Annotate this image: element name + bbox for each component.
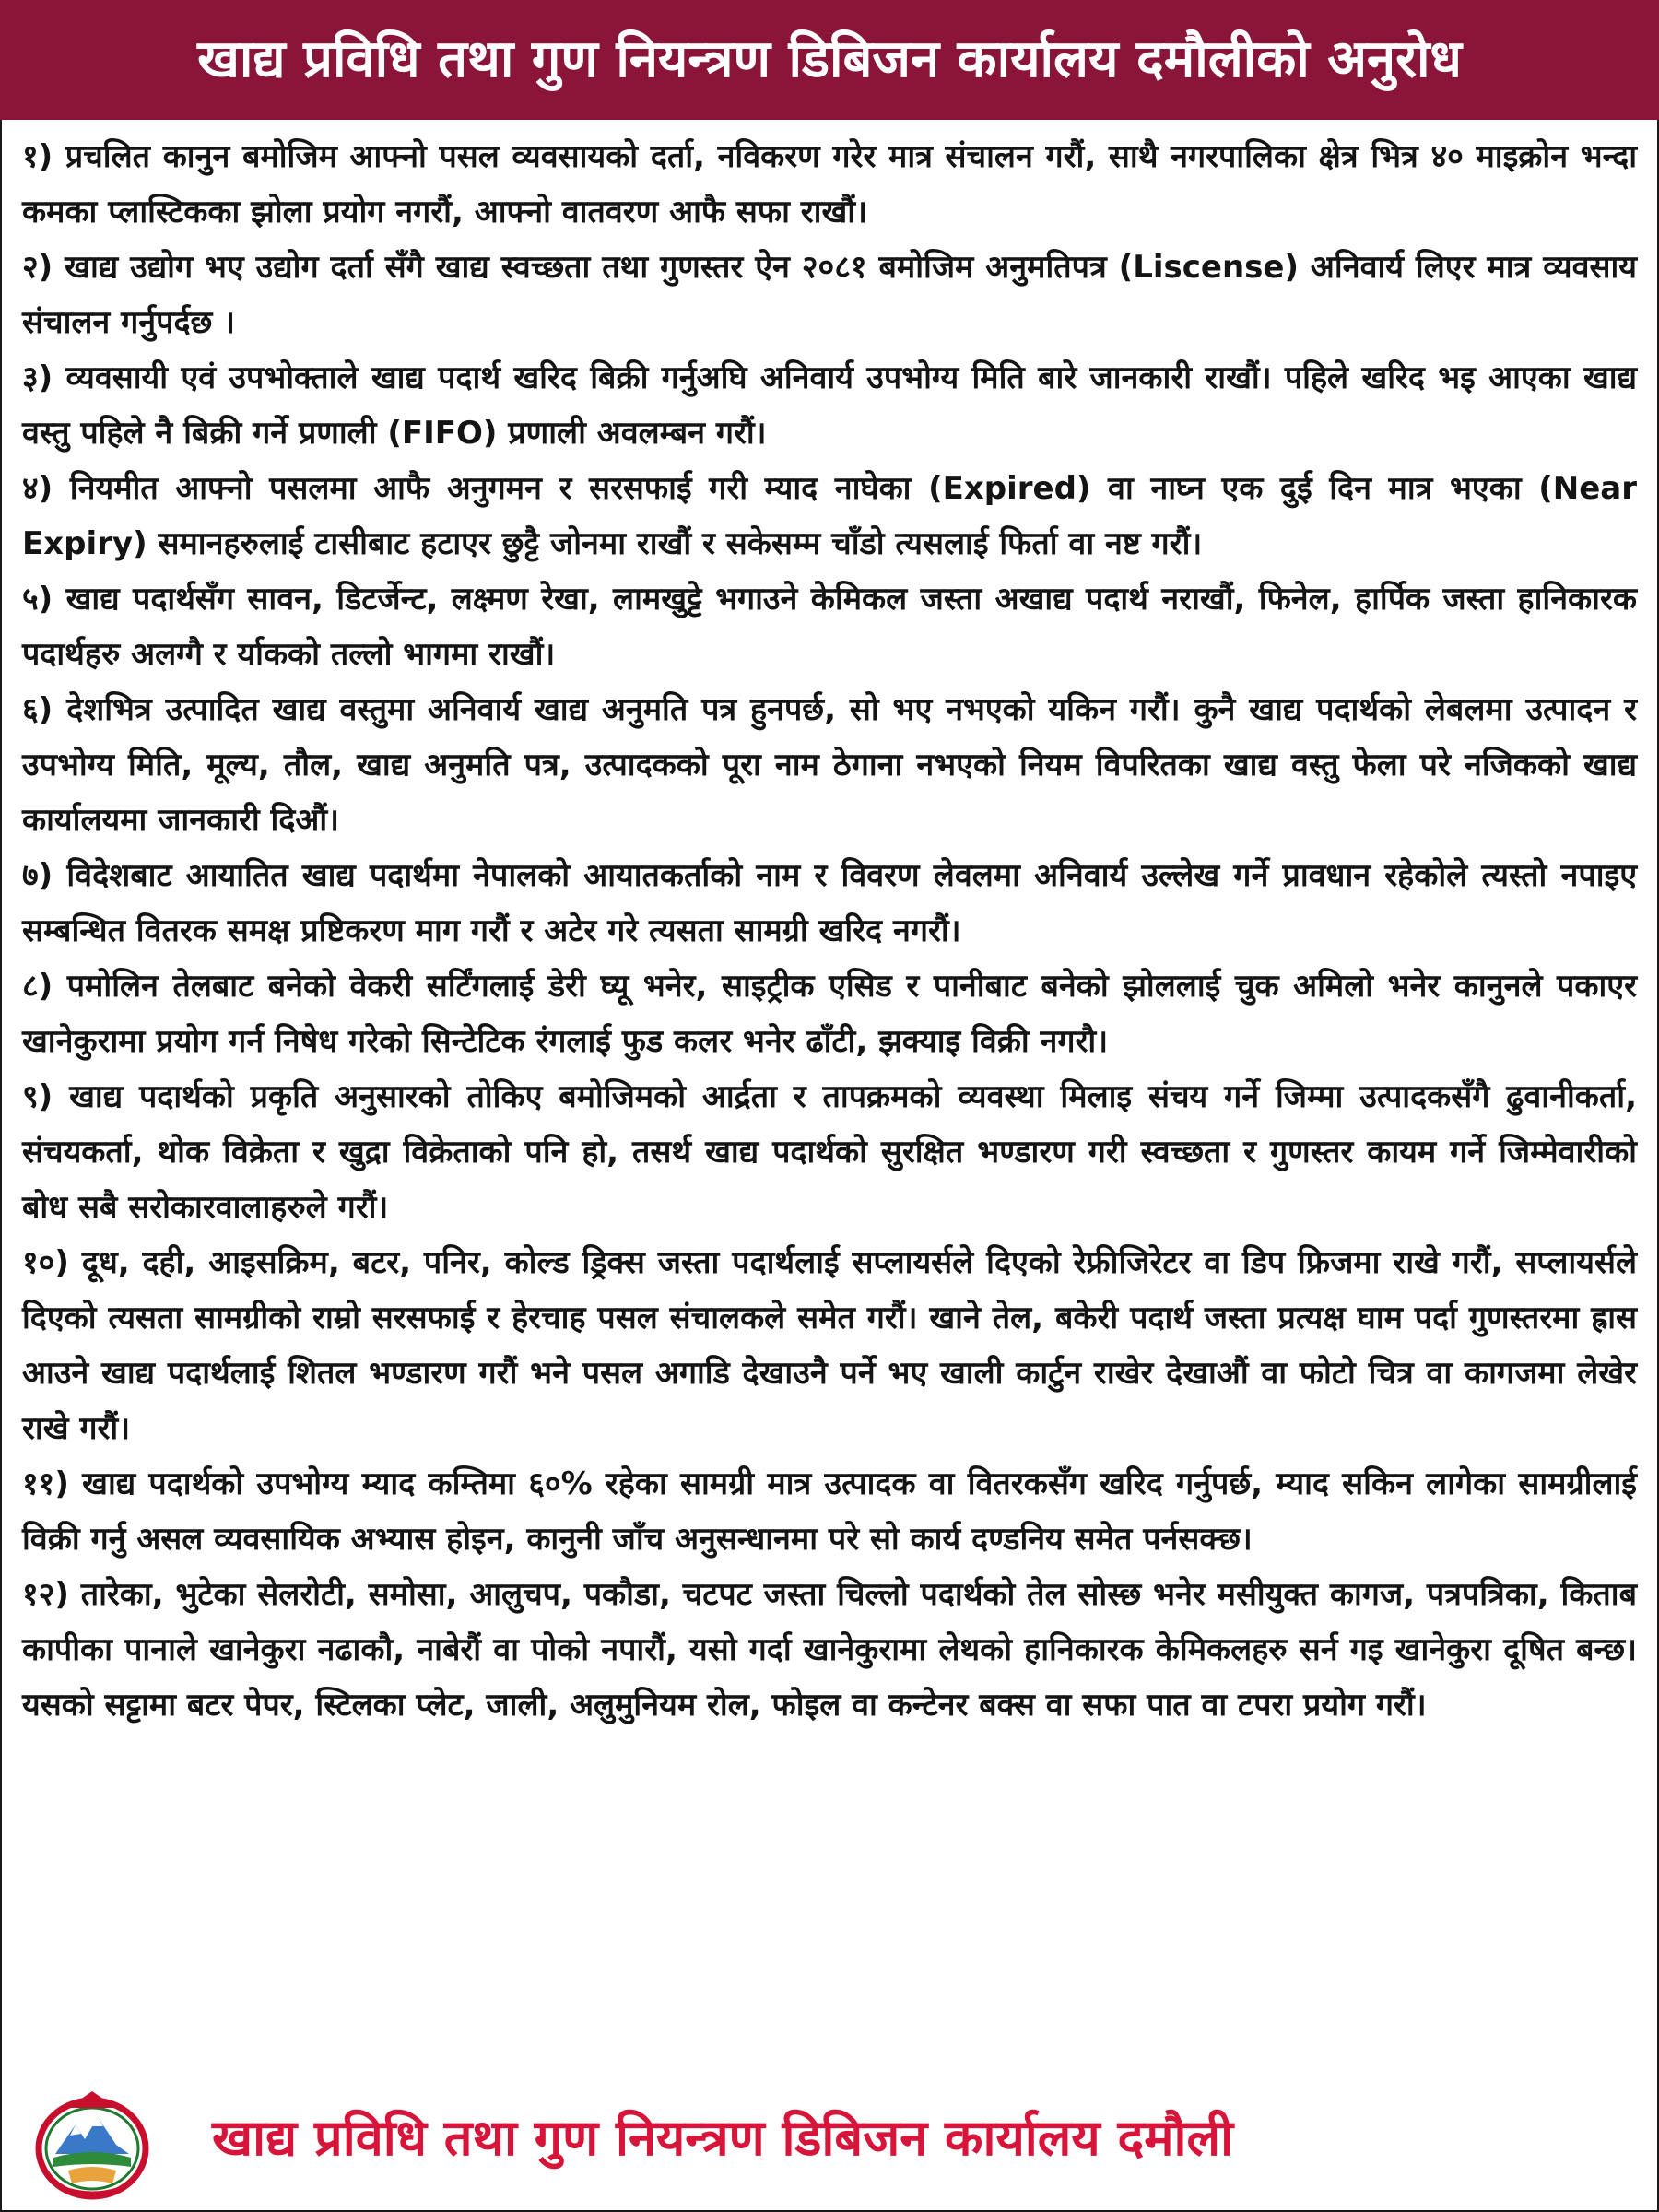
notice-item-10: १०) दूध, दही, आइसक्रिम, बटर, पनिर, कोल्ड ड्रिक्स जस्ता पदार्थलाई सप्लायर्सले दिएको रेफ्रीजिरेटर वा डिप फ्रिजमा राखे गरौं, सप्लायर्सले दिएको त्यसता सामग्रीको राम्रो सरसफाई र हेरचाह पसल संचालकले समेत गरौं। खाने तेल, बकेरी पदार्थ जस्ता प्रत्यक्ष घाम पर्दा गुणस्तरमा ह्रास आउने खाद्य पदार्थलाई शितल भण्डारण गरौं भने पसल अगाडि देखाउनै पर्ने भए खाली कार्टुन राखेर देखाऔं वा फोटो चित्र वा कागजमा लेखेर राखे गरौं। <box>22 1244 1637 1447</box>
notice-item-5: ५) खाद्य पदार्थसँग सावन, डिटर्जेन्ट, लक्ष्मण रेखा, लामखुट्टे भगाउने केमिकल जस्ता अखाद्य पदार्थ नराखौं, फिनेल, हार्पिक जस्ता हानिकारक पदार्थहरु अलग्गै र र्याकको तल्लो भागमा राखौं। <box>22 581 1637 673</box>
notice-item-3: ३) व्यवसायी एवं उपभोक्ताले खाद्य पदार्थ खरिद बिक्री गर्नुअघि अनिवार्य उपभोग्य मिति बारे जानकारी राखौं। पहिले खरिद भइ आएका खाद्य वस्तु पहिले नै बिक्री गर्ने प्रणाली (FIFO) प्रणाली अवलम्बन गरौं। <box>22 359 1637 452</box>
notice-item-11: ११) खाद्य पदार्थको उपभोग्य म्याद कम्तिमा ६०% रहेका सामग्री मात्र उत्पादक वा वितरकसँग खरिद गर्नुपर्छ, म्याद सकिन लागेका सामग्रीलाई विक्री गर्नु असल व्यवसायिक अभ्यास होइन, कानुनी जाँच अनुसन्धानमा परे सो कार्य दण्डनिय समेत पर्नसक्छ। <box>22 1465 1637 1558</box>
footer-office-title: खाद्य प्रविधि तथा गुण नियन्त्रण डिबिजन कार्यालय दमौली <box>212 2109 1234 2167</box>
nepal-government-emblem-icon <box>28 2088 157 2203</box>
footer <box>0 2069 1659 2203</box>
notice-item-4: ४) नियमीत आफ्नो पसलमा आफै अनुगमन र सरसफाई गरी म्याद नाघेका (Expired) वा नाघ्न एक दुई दिन मात्र भएका (Near Expiry) समानहरुलाई टासीबाट हटाएर छुट्टै जोनमा राखौं र सकेसम्म चाँडो त्यसलाई फिर्ता वा नष्ट गरौं। <box>22 470 1637 562</box>
notice-list <box>22 129 1637 1733</box>
notice-item-12: १२) तारेका, भुटेका सेलरोटी, समोसा, आलुचप, पकौडा, चटपट जस्ता चिल्लो पदार्थको तेल सोस्छ भनेर मसीयुक्त कागज, पत्रपत्रिका, किताब कापीका पानाले खानेकुरा नढाकौ, नाबेरौं वा पोको नपारौं, यसो गर्दा खानेकुरामा लेथको हानिकारक केमिकलहरु सर्न गइ खानेकुरा दूषित बन्छ। यसको सट्टामा बटर पेपर, स्टिलका प्लेट, जाली, अलुमुनियम रोल, फोइल वा कन्टेनर बक्स वा सफा पात वा टपरा प्रयोग गरौं। <box>22 1576 1637 1724</box>
notice-item-7: ७) विदेशबाट आयातित खाद्य पदार्थमा नेपालको आयातकर्ताको नाम र विवरण लेवलमा अनिवार्य उल्लेख गर्ने प्रावधान रहेकोले त्यस्तो नपाइए सम्बन्धित वितरक समक्ष प्रष्टिकरण माग गरौं र अटेर गरे त्यसता सामग्री खरिद नगरौं। <box>22 857 1637 949</box>
notice-item-6: ६) देशभित्र उत्पादित खाद्य वस्तुमा अनिवार्य खाद्य अनुमति पत्र हुनपर्छ, सो भए नभएको यकिन गरौं। कुनै खाद्य पदार्थको लेबलमा उत्पादन र उपभोग्य मिति, मूल्य, तौल, खाद्य अनुमति पत्र, उत्पादकको पूरा नाम ठेगाना नभएको नियम विपरितका खाद्य वस्तु फेला परे नजिकको खाद्य कार्यालयमा जानकारी दिऔं। <box>22 691 1637 839</box>
notice-item-1: १) प्रचलित कानुन बमोजिम आफ्नो पसल व्यवसायको दर्ता, नविकरण गरेर मात्र संचालन गरौं, साथै नगरपालिका क्षेत्र भित्र ४० माइक्रोन भन्दा कमका प्लास्टिकका झोला प्रयोग नगरौं, आफ्नो वातवरण आफै सफा राखौं। <box>22 138 1637 230</box>
notice-item-8: ८) पमोलिन तेलबाट बनेको वेकरी सर्टिंगलाई डेरी घ्यू भनेर, साइट्रीक एसिड र पानीबाट बनेको झोललाई चुक अमिलो भनेर कानुनले पकाएर खानेकुरामा प्रयोग गर्न निषेध गरेको सिन्टेटिक रंगलाई फुड कलर भनेर ढाँटी, झक्याइ विक्री नगरौ। <box>22 968 1637 1060</box>
header-title: खाद्य प्रविधि तथा गुण नियन्त्रण डिबिजन कार्यालय दमौलीको अनुरोध <box>197 29 1462 89</box>
notice-item-9: ९) खाद्य पदार्थको प्रकृति अनुसारको तोकिए बमोजिमको आर्द्रता र तापक्रमको व्यवस्था मिलाइ संचय गर्ने जिम्मा उत्पादकसँगै ढुवानीकर्ता, संचयकर्ता, थोक विक्रेता र खुद्रा विक्रेताको पनि हो, तसर्थ खाद्य पदार्थको सुरक्षित भण्डारण गरी स्वच्छता र गुणस्तर कायम गर्ने जिम्मेवारीको बोध सबै सरोकारवालाहरुले गरौं। <box>22 1078 1637 1226</box>
header-banner <box>0 0 1659 120</box>
notice-item-2: २) खाद्य उद्योग भए उद्योग दर्ता सँगै खाद्य स्वच्छता तथा गुणस्तर ऐन २०८१ बमोजिम अनुमतिपत्र (Liscense) अनिवार्य लिएर मात्र व्यवसाय संचालन गर्नुपर्दछ । <box>22 249 1637 341</box>
